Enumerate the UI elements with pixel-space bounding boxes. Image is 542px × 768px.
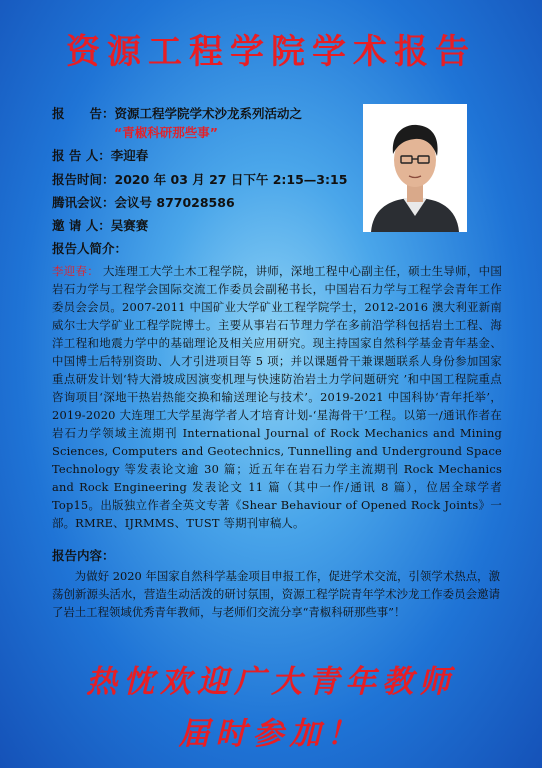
speaker-label: 报 告 人： [52,148,111,163]
bio-name: 李迎春： [52,264,99,278]
meeting-label: 腾讯会议： [52,195,115,210]
time-value: 2020 年 03 月 27 日下午 2:15—3:15 [114,172,348,187]
content-heading: 报告内容： [52,548,115,563]
inviter-row [52,216,148,234]
report-subtitle: “青椒科研那些事” [114,125,218,140]
report-value: 资源工程学院学术沙龙系列活动之 [114,106,303,121]
report-label: 报 告： [52,106,115,121]
speaker-row [52,146,148,164]
meeting-value: 会议号 877028586 [114,195,235,210]
time-row [52,170,347,188]
bio-text: 大连理工大学土木工程学院，讲师，深地工程中心副主任，硕士生导师，中国岩石力学与工程学会国际交流工作委员会副秘书长，中国岩石力学与工程学会青年工作委员会会员。2007-2011 中国矿业大学矿业工程学院学士，2012-2016 澳大利亚新南威尔士大学矿业工程学院博士。主要从事岩石节理力学在多前沿学科包括岩土工程、海洋工程和地震力学中的基础理论及相关应用研究。现主持国家自然科学基金青年基金、中国博士后特别资助、人才引进项目等 5 项；并以课题骨干兼课题联系人身份参加国家重点研发计划‘特大滑坡成因演变机理与快速防治岩土力学问题研究 ’和中国工程院重点咨询项目‘深地干热岩热能交换和输送理论与技术’。2019-2021 中国科协‘青年托举’，2019-2020 大连理工大学星海学者人才培育计划-‘星海骨干’工程。以第一/通讯作者在岩石力学领域主流期刊 International Journal of Rock Mechanics and Mining Sciences, Computers and Geotechnics, Tunnelling and Underground Space Technology 等发表论文逾 30 篇；近五年在岩石力学主流期刊 Rock Mechanics and Rock Engineering 发表论文 11 篇（其中一作/通讯 8 篇），位居全球学者 Top15。出版独立作者全英文专著《Shear Behaviour of Opened Rock Joints》一部。RMRE、IJRMMS、TUST 等期刊审稿人。 [52,264,502,530]
bio-heading: 报告人简介： [52,241,128,256]
speaker-portrait-icon [363,104,467,232]
welcome-line-1: 热忱欢迎广大青年教师 [86,664,456,700]
report-content: 为做好 2020 年国家自然科学基金项目申报工作，促进学术交流，引领学术热点，激荡创新源头活水，营造生动活泼的研讨氛围，资源工程学院青年学术沙龙工作委员会邀请了岩土工程领域优秀青年教师，与老师们交流分享“青椒科研那些事”！ [52,569,500,619]
time-label: 报告时间： [52,172,115,187]
speaker-photo [363,104,467,232]
meeting-row [52,193,235,211]
report-topic-row [52,104,302,122]
welcome-line-2: 届时参加！ [178,716,364,752]
speaker-value: 李迎春 [110,148,149,163]
poster-title: 资源工程学院学术报告 [66,32,476,72]
inviter-label: 邀 请 人： [52,218,111,233]
inviter-value: 吴赛赛 [110,218,149,233]
speaker-bio [52,262,502,532]
